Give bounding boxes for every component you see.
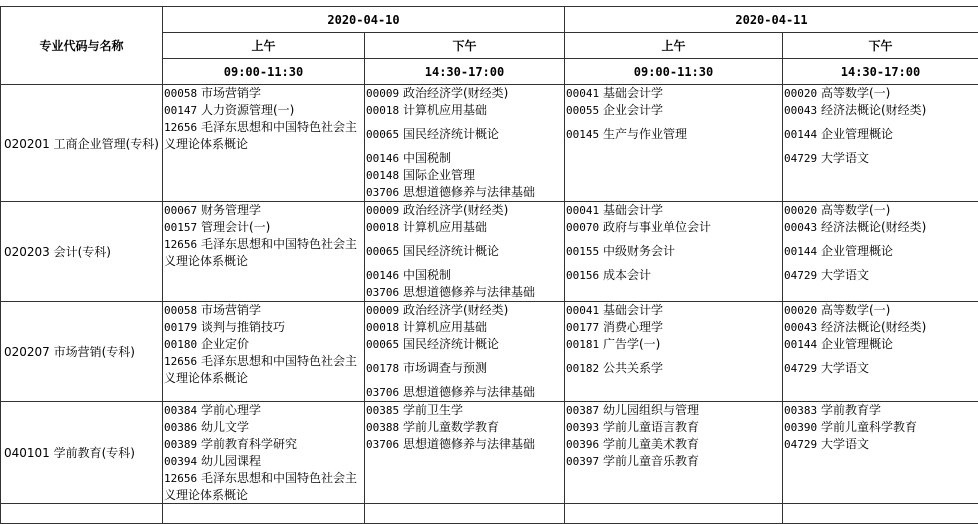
course-name: 学前儿童音乐教育 bbox=[599, 454, 699, 468]
course-code: 00181 bbox=[566, 338, 599, 351]
course-code: 12656 bbox=[164, 238, 197, 251]
course-item bbox=[784, 202, 977, 219]
course-name: 毛泽东思想和中国特色社会主义理论体系概论 bbox=[164, 471, 357, 502]
course-item bbox=[366, 126, 563, 143]
course-name: 基础会计学 bbox=[599, 86, 663, 100]
session-cell bbox=[163, 202, 365, 302]
half-header-pm-2: 下午 bbox=[783, 33, 978, 59]
spacer bbox=[366, 236, 563, 243]
course-name: 思想道德修养与法律基础 bbox=[399, 437, 535, 451]
spacer bbox=[784, 236, 977, 243]
course-name: 财务管理学 bbox=[197, 203, 261, 217]
course-code: 00041 bbox=[566, 204, 599, 217]
course-code: 00390 bbox=[784, 421, 817, 434]
course-code: 00020 bbox=[784, 87, 817, 100]
course-name: 中级财务会计 bbox=[599, 244, 675, 258]
course-item bbox=[784, 360, 977, 377]
course-item bbox=[164, 302, 363, 319]
course-item bbox=[784, 336, 977, 353]
course-name: 经济法概论(财经类) bbox=[817, 320, 926, 334]
course-item bbox=[366, 336, 563, 353]
course-item bbox=[164, 453, 363, 470]
course-code: 00388 bbox=[366, 421, 399, 434]
course-name: 政府与事业单位会计 bbox=[599, 220, 711, 234]
course-name: 高等数学(一) bbox=[817, 303, 890, 317]
course-item bbox=[164, 336, 363, 353]
course-name: 国民经济统计概论 bbox=[399, 244, 499, 258]
course-name: 企业管理概论 bbox=[817, 244, 893, 258]
course-code: 00018 bbox=[366, 321, 399, 334]
course-name: 中国税制 bbox=[399, 151, 451, 165]
course-name: 企业定价 bbox=[197, 337, 249, 351]
course-name: 管理会计(一) bbox=[197, 220, 270, 234]
course-item bbox=[366, 436, 563, 453]
course-code: 00070 bbox=[566, 221, 599, 234]
course-code: 00144 bbox=[784, 128, 817, 141]
course-name: 谈判与推销技巧 bbox=[197, 320, 285, 334]
course-item bbox=[784, 267, 977, 284]
course-name: 经济法概论(财经类) bbox=[817, 103, 926, 117]
course-code: 00180 bbox=[164, 338, 197, 351]
exam-schedule-table bbox=[0, 6, 978, 524]
course-code: 00394 bbox=[164, 455, 197, 468]
course-item bbox=[366, 384, 563, 401]
course-item bbox=[366, 360, 563, 377]
course-name: 市场调查与预测 bbox=[399, 361, 487, 375]
course-code: 00156 bbox=[566, 269, 599, 282]
course-code: 00384 bbox=[164, 404, 197, 417]
major-cell: 020201 工商企业管理(专科) bbox=[1, 85, 163, 202]
session-cell bbox=[163, 302, 365, 402]
course-item bbox=[784, 302, 977, 319]
course-name: 毛泽东思想和中国特色社会主义理论体系概论 bbox=[164, 237, 357, 268]
course-name: 大学语文 bbox=[817, 268, 869, 282]
course-code: 00065 bbox=[366, 128, 399, 141]
course-name: 市场营销学 bbox=[197, 86, 261, 100]
course-item bbox=[566, 402, 781, 419]
spacer bbox=[566, 236, 781, 243]
course-code: 00144 bbox=[784, 338, 817, 351]
course-name: 计算机应用基础 bbox=[399, 220, 487, 234]
course-item bbox=[366, 167, 563, 184]
course-item bbox=[566, 453, 781, 470]
course-name: 中国税制 bbox=[399, 268, 451, 282]
table-row bbox=[1, 85, 978, 202]
course-name: 消费心理学 bbox=[599, 320, 663, 334]
course-item bbox=[784, 150, 977, 167]
course-name: 企业管理概论 bbox=[817, 337, 893, 351]
course-item bbox=[164, 353, 363, 386]
course-item bbox=[566, 219, 781, 236]
course-code: 00018 bbox=[366, 221, 399, 234]
course-name: 大学语文 bbox=[817, 151, 869, 165]
course-code: 00396 bbox=[566, 438, 599, 451]
course-name: 生产与作业管理 bbox=[599, 127, 687, 141]
course-code: 00387 bbox=[566, 404, 599, 417]
course-code: 12656 bbox=[164, 121, 197, 134]
course-name: 国民经济统计概论 bbox=[399, 127, 499, 141]
course-item bbox=[164, 419, 363, 436]
course-name: 经济法概论(财经类) bbox=[817, 220, 926, 234]
course-code: 03706 bbox=[366, 286, 399, 299]
session-cell bbox=[783, 202, 978, 302]
course-name: 幼儿园组织与管理 bbox=[599, 403, 699, 417]
course-code: 04729 bbox=[784, 438, 817, 451]
session-cell bbox=[365, 402, 565, 504]
course-name: 政治经济学(财经类) bbox=[399, 86, 508, 100]
course-name: 学前儿童语言教育 bbox=[599, 420, 699, 434]
course-name: 毛泽东思想和中国特色社会主义理论体系概论 bbox=[164, 354, 357, 385]
course-code: 00389 bbox=[164, 438, 197, 451]
spacer bbox=[366, 119, 563, 126]
course-item bbox=[366, 150, 563, 167]
course-item bbox=[784, 102, 977, 119]
spacer bbox=[784, 119, 977, 126]
course-item bbox=[164, 436, 363, 453]
course-item bbox=[566, 267, 781, 284]
course-code: 00020 bbox=[784, 304, 817, 317]
course-code: 04729 bbox=[784, 152, 817, 165]
session-cell bbox=[565, 85, 783, 202]
course-name: 学前心理学 bbox=[197, 403, 261, 417]
course-name: 广告学(一) bbox=[599, 337, 660, 351]
course-item bbox=[566, 126, 781, 143]
course-item bbox=[366, 184, 563, 201]
course-code: 00009 bbox=[366, 304, 399, 317]
course-item bbox=[164, 319, 363, 336]
course-item bbox=[784, 219, 977, 236]
course-code: 00148 bbox=[366, 169, 399, 182]
course-item bbox=[566, 85, 781, 102]
spacer bbox=[366, 260, 563, 267]
course-code: 00009 bbox=[366, 204, 399, 217]
course-name: 计算机应用基础 bbox=[399, 320, 487, 334]
course-item bbox=[366, 102, 563, 119]
course-code: 00179 bbox=[164, 321, 197, 334]
course-code: 00146 bbox=[366, 152, 399, 165]
course-code: 00157 bbox=[164, 221, 197, 234]
course-code: 00041 bbox=[566, 87, 599, 100]
empty-cell bbox=[783, 504, 978, 524]
course-item bbox=[566, 243, 781, 260]
course-name: 企业会计学 bbox=[599, 103, 663, 117]
course-code: 04729 bbox=[784, 269, 817, 282]
course-item bbox=[366, 267, 563, 284]
course-name: 计算机应用基础 bbox=[399, 103, 487, 117]
course-item bbox=[784, 419, 977, 436]
course-code: 03706 bbox=[366, 386, 399, 399]
time-header-pm-1: 14:30-17:00 bbox=[365, 59, 565, 85]
course-name: 学前儿童科学教育 bbox=[817, 420, 917, 434]
half-header-am-2: 上午 bbox=[565, 33, 783, 59]
course-name: 政治经济学(财经类) bbox=[399, 203, 508, 217]
table-row bbox=[1, 202, 978, 302]
table-row bbox=[1, 302, 978, 402]
course-name: 幼儿园课程 bbox=[197, 454, 261, 468]
session-cell bbox=[365, 85, 565, 202]
course-code: 00383 bbox=[784, 404, 817, 417]
session-cell bbox=[565, 402, 783, 504]
course-item bbox=[366, 284, 563, 301]
course-item bbox=[566, 202, 781, 219]
course-item bbox=[566, 419, 781, 436]
course-name: 基础会计学 bbox=[599, 303, 663, 317]
spacer bbox=[784, 353, 977, 360]
spacer bbox=[784, 260, 977, 267]
course-code: 12656 bbox=[164, 472, 197, 485]
course-code: 00386 bbox=[164, 421, 197, 434]
empty-cell bbox=[565, 504, 783, 524]
course-code: 00055 bbox=[566, 104, 599, 117]
date-header-1: 2020-04-10 bbox=[163, 7, 565, 33]
course-code: 00067 bbox=[164, 204, 197, 217]
course-name: 公共关系学 bbox=[599, 361, 663, 375]
course-item bbox=[784, 126, 977, 143]
course-code: 03706 bbox=[366, 438, 399, 451]
half-header-pm-1: 下午 bbox=[365, 33, 565, 59]
spacer bbox=[566, 353, 781, 360]
course-item bbox=[566, 102, 781, 119]
course-item bbox=[164, 402, 363, 419]
table-row bbox=[1, 402, 978, 504]
course-item bbox=[164, 219, 363, 236]
major-column-header: 专业代码与名称 bbox=[1, 7, 163, 85]
course-item bbox=[164, 236, 363, 269]
course-name: 毛泽东思想和中国特色社会主义理论体系概论 bbox=[164, 120, 357, 151]
course-item bbox=[366, 243, 563, 260]
course-code: 00043 bbox=[784, 321, 817, 334]
session-cell bbox=[783, 85, 978, 202]
course-item bbox=[784, 85, 977, 102]
spacer bbox=[366, 377, 563, 384]
course-item bbox=[566, 336, 781, 353]
course-code: 00144 bbox=[784, 245, 817, 258]
spacer bbox=[784, 143, 977, 150]
course-item bbox=[164, 85, 363, 102]
course-code: 00043 bbox=[784, 104, 817, 117]
course-item bbox=[366, 319, 563, 336]
course-name: 企业管理概论 bbox=[817, 127, 893, 141]
course-code: 00018 bbox=[366, 104, 399, 117]
course-code: 00058 bbox=[164, 87, 197, 100]
spacer bbox=[366, 143, 563, 150]
course-name: 学前儿童美术教育 bbox=[599, 437, 699, 451]
course-name: 学前教育科学研究 bbox=[197, 437, 297, 451]
spacer bbox=[566, 260, 781, 267]
session-cell bbox=[565, 202, 783, 302]
session-cell bbox=[163, 85, 365, 202]
course-code: 12656 bbox=[164, 355, 197, 368]
course-code: 00041 bbox=[566, 304, 599, 317]
course-item bbox=[566, 436, 781, 453]
course-item bbox=[784, 402, 977, 419]
course-name: 基础会计学 bbox=[599, 203, 663, 217]
course-item bbox=[366, 302, 563, 319]
course-item bbox=[366, 85, 563, 102]
course-name: 高等数学(一) bbox=[817, 86, 890, 100]
course-code: 00043 bbox=[784, 221, 817, 234]
course-name: 国民经济统计概论 bbox=[399, 337, 499, 351]
time-header-am-1: 09:00-11:30 bbox=[163, 59, 365, 85]
course-code: 04729 bbox=[784, 362, 817, 375]
course-name: 学前儿童数学教育 bbox=[399, 420, 499, 434]
course-code: 00065 bbox=[366, 338, 399, 351]
empty-cell bbox=[163, 504, 365, 524]
session-cell bbox=[565, 302, 783, 402]
session-cell bbox=[365, 302, 565, 402]
course-code: 00155 bbox=[566, 245, 599, 258]
course-name: 幼儿文学 bbox=[197, 420, 249, 434]
table-row-partial bbox=[1, 504, 978, 524]
course-name: 大学语文 bbox=[817, 437, 869, 451]
session-cell bbox=[365, 202, 565, 302]
course-item bbox=[366, 402, 563, 419]
course-name: 学前卫生学 bbox=[399, 403, 463, 417]
course-code: 00009 bbox=[366, 87, 399, 100]
half-header-am-1: 上午 bbox=[163, 33, 365, 59]
spacer bbox=[366, 353, 563, 360]
time-header-pm-2: 14:30-17:00 bbox=[783, 59, 978, 85]
course-name: 高等数学(一) bbox=[817, 203, 890, 217]
course-code: 00393 bbox=[566, 421, 599, 434]
course-code: 00178 bbox=[366, 362, 399, 375]
course-name: 学前教育学 bbox=[817, 403, 881, 417]
course-code: 00385 bbox=[366, 404, 399, 417]
course-item bbox=[164, 102, 363, 119]
course-code: 00145 bbox=[566, 128, 599, 141]
major-cell: 020207 市场营销(专科) bbox=[1, 302, 163, 402]
course-name: 市场营销学 bbox=[197, 303, 261, 317]
date-header-2: 2020-04-11 bbox=[565, 7, 978, 33]
course-item bbox=[164, 202, 363, 219]
course-name: 成本会计 bbox=[599, 268, 651, 282]
course-name: 思想道德修养与法律基础 bbox=[399, 185, 535, 199]
course-item bbox=[566, 302, 781, 319]
course-item bbox=[366, 219, 563, 236]
course-name: 思想道德修养与法律基础 bbox=[399, 285, 535, 299]
course-item bbox=[784, 319, 977, 336]
course-name: 人力资源管理(一) bbox=[197, 103, 294, 117]
major-cell: 040101 学前教育(专科) bbox=[1, 402, 163, 504]
course-item bbox=[566, 319, 781, 336]
course-name: 政治经济学(财经类) bbox=[399, 303, 508, 317]
time-header-am-2: 09:00-11:30 bbox=[565, 59, 783, 85]
course-item bbox=[784, 243, 977, 260]
course-code: 00177 bbox=[566, 321, 599, 334]
session-cell bbox=[783, 302, 978, 402]
course-code: 00058 bbox=[164, 304, 197, 317]
course-item bbox=[164, 119, 363, 152]
course-code: 00020 bbox=[784, 204, 817, 217]
course-item bbox=[164, 470, 363, 503]
course-code: 00397 bbox=[566, 455, 599, 468]
course-code: 03706 bbox=[366, 186, 399, 199]
course-code: 00065 bbox=[366, 245, 399, 258]
course-name: 国际企业管理 bbox=[399, 168, 475, 182]
course-item bbox=[366, 202, 563, 219]
course-code: 00146 bbox=[366, 269, 399, 282]
course-name: 思想道德修养与法律基础 bbox=[399, 385, 535, 399]
session-cell bbox=[163, 402, 365, 504]
major-cell: 020203 会计(专科) bbox=[1, 202, 163, 302]
course-item bbox=[366, 419, 563, 436]
course-code: 00182 bbox=[566, 362, 599, 375]
course-name: 大学语文 bbox=[817, 361, 869, 375]
empty-cell bbox=[365, 504, 565, 524]
course-item bbox=[566, 360, 781, 377]
course-code: 00147 bbox=[164, 104, 197, 117]
spacer bbox=[566, 119, 781, 126]
course-item bbox=[784, 436, 977, 453]
empty-cell bbox=[1, 504, 163, 524]
session-cell bbox=[783, 402, 978, 504]
